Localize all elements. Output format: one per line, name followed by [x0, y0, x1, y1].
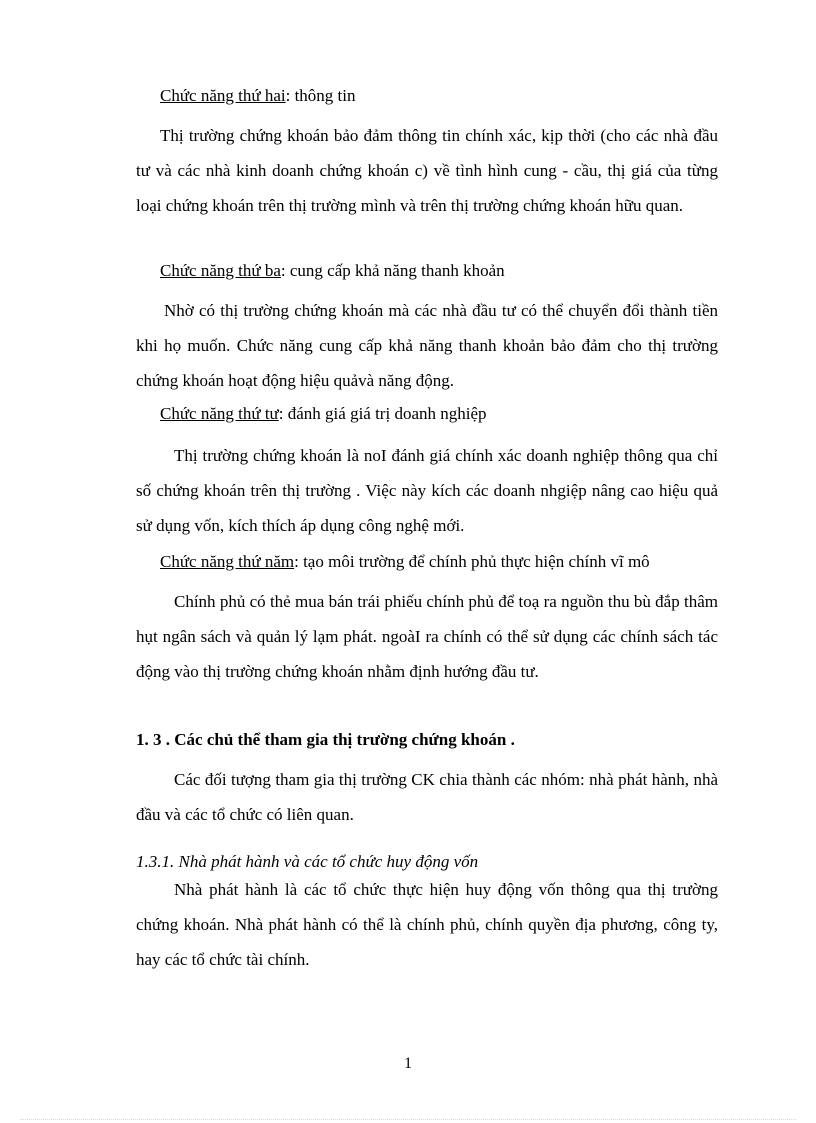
section-1-3-1-paragraph: Nhà phát hành là các tổ chức thực hiện huy động vốn thông qua thị trường chứng khoán. Nhà phát hành có thể là chính phủ, chính quyền địa phương, công ty, hay các tổ chức tài chính. — [136, 880, 718, 969]
section-1-3-paragraph: Các đối tượng tham gia thị trường CK chia thành các nhóm: nhà phát hành, nhà đầu và các tổ chức có liên quan. — [136, 770, 718, 824]
function-3-title: : cung cấp khả năng thanh khoản — [280, 261, 505, 280]
function-3-heading — [160, 253, 742, 288]
function-2-heading — [160, 78, 742, 113]
function-4-label: Chức năng thứ tư — [160, 404, 279, 423]
function-4-title: : đánh giá giá trị doanh nghiệp — [278, 404, 487, 423]
function-5-title: : tạo môi trường để chính phủ thực hiện chính vĩ mô — [294, 552, 650, 571]
function-4-paragraph: Thị trường chứng khoán là noI đánh giá chính xác doanh nghiệp thông qua chỉ số chứng khoán trên thị trường . Việc này kích các doanh nhgiệp nâng cao hiệu quả sử dụng vốn, kích thích áp dụng công nghệ mới. — [136, 446, 718, 535]
function-4-heading — [160, 396, 742, 431]
page-bottom-edge — [20, 1119, 796, 1120]
function-2-label: Chức năng thứ hai — [160, 86, 286, 105]
function-5-paragraph: Chính phủ có thẻ mua bán trái phiếu chính phủ để toạ ra nguồn thu bù đắp thâm hụt ngân sách và quản lý lạm phát. ngoàI ra chính có thể sử dụng các chính sách tác động vào thị trường chứng khoán nhằm định hướng đầu tư. — [136, 592, 718, 681]
function-3-label: Chức năng thứ ba — [160, 261, 281, 280]
function-2-title: : thông tin — [285, 86, 356, 105]
section-1-3-heading: 1. 3 . Các chủ thể tham gia thị trường chứng khoán . — [136, 730, 515, 749]
function-5-label: Chức năng thứ năm — [160, 552, 295, 571]
function-5-heading — [160, 544, 742, 579]
function-3-paragraph: Nhờ có thị trường chứng khoán mà các nhà đầu tư có thể chuyển đổi thành tiền khi họ muốn. Chức năng cung cấp khả năng thanh khoản bảo đảm cho thị trường chứng khoán hoạt động hiệu quảvà năng động. — [136, 301, 718, 390]
page-number: 1 — [404, 1055, 412, 1072]
function-2-paragraph: Thị trường chứng khoán bảo đảm thông tin chính xác, kịp thời (cho các nhà đầu tư và các nhà kinh doanh chứng khoán c) về tình hình cung - cầu, thị giá của từng loại chứng khoán trên thị trường mình và trên thị trường chứng khoán hữu quan. — [136, 126, 718, 215]
section-1-3-1-heading: 1.3.1. Nhà phát hành và các tổ chức huy động vốn — [136, 852, 479, 871]
